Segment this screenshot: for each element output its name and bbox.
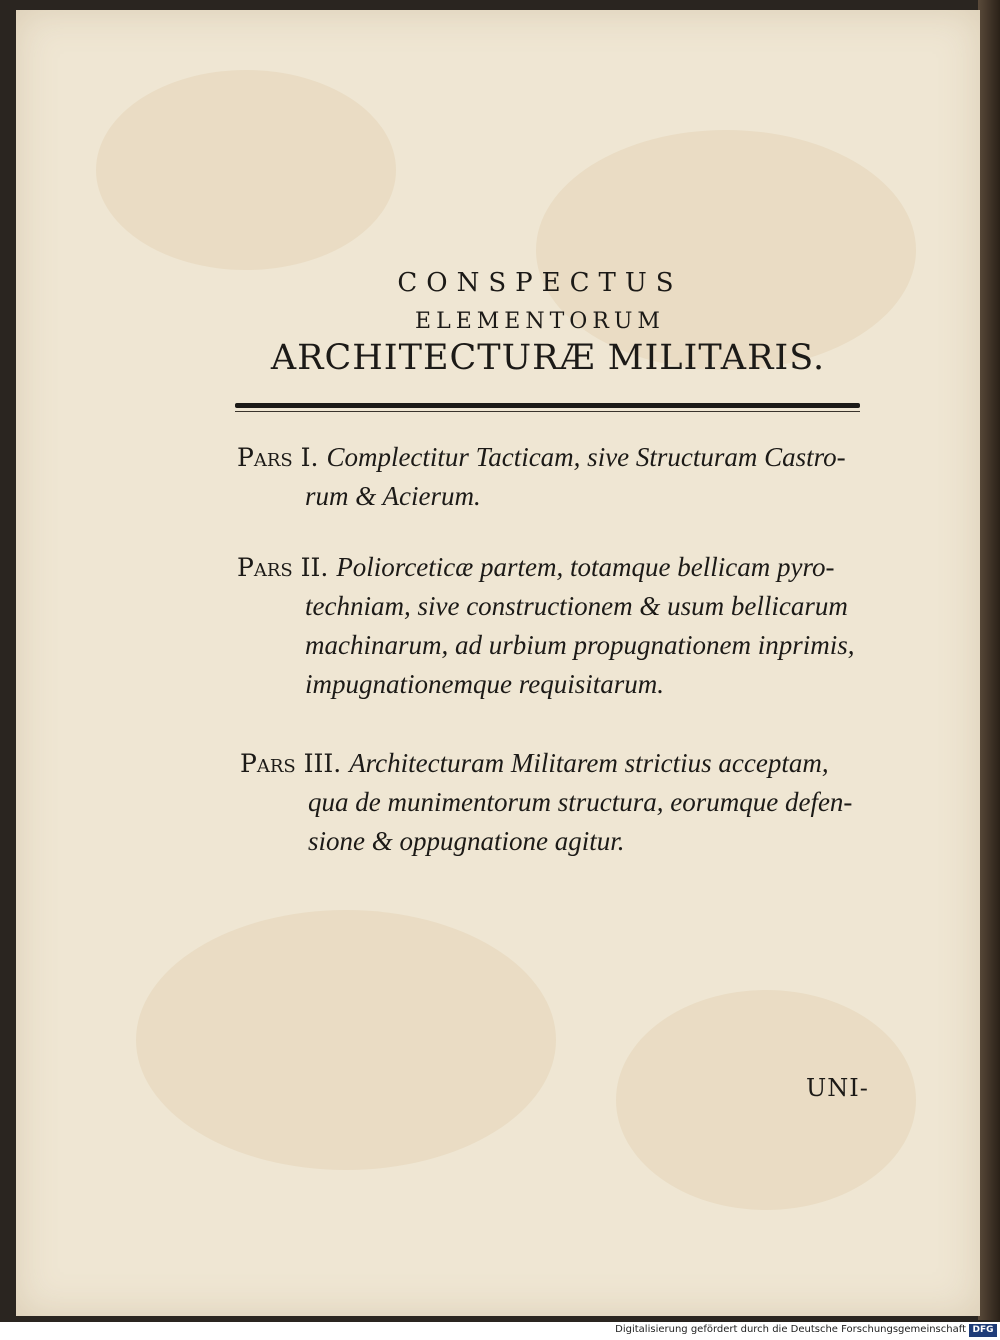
- part-2-line-1: Poliorceticæ partem, totamque bellicam pyro-: [336, 552, 835, 582]
- part-2: [237, 548, 877, 704]
- part-3-line-1: Architecturam Militarem strictius acceptam,: [349, 748, 829, 778]
- book-spine-edge: [978, 0, 1000, 1320]
- part-2-line-2: techniam, sive constructionem & usum bellicarum: [305, 591, 848, 621]
- part-3-line-2: qua de munimentorum structura, eorumque defen-: [308, 787, 853, 817]
- part-2-line-3: machinarum, ad urbium propugnationem inprimis,: [305, 630, 855, 660]
- title-line-3: ARCHITECTURÆ MILITARIS.: [270, 338, 826, 378]
- part-1: [237, 438, 877, 516]
- part-1-label: Pars I.: [237, 443, 319, 472]
- title-line-2: ELEMENTORUM: [415, 309, 665, 334]
- digitization-footer: [0, 1322, 1000, 1340]
- part-2-line-4: impugnationemque requisitarum.: [305, 669, 664, 699]
- title-rule-thin: [235, 411, 860, 412]
- part-1-line-1: Complectitur Tacticam, sive Structuram Castro-: [326, 442, 846, 472]
- part-3: [240, 744, 880, 861]
- part-3-label: Pars III.: [240, 749, 342, 778]
- title-line-1: CONSPECTUS: [397, 268, 683, 298]
- catchword: UNI-: [806, 1074, 869, 1102]
- part-1-line-2: rum & Acierum.: [305, 481, 481, 511]
- part-2-label: Pars II.: [237, 553, 329, 582]
- dfg-logo: DFG: [969, 1324, 997, 1337]
- title-rule-thick: [235, 403, 860, 408]
- part-3-line-3: sione & oppugnatione agitur.: [308, 826, 625, 856]
- footer-credit-text: Digitalisierung gefördert durch die Deutsche Forschungsgemeinschaft: [615, 1324, 966, 1335]
